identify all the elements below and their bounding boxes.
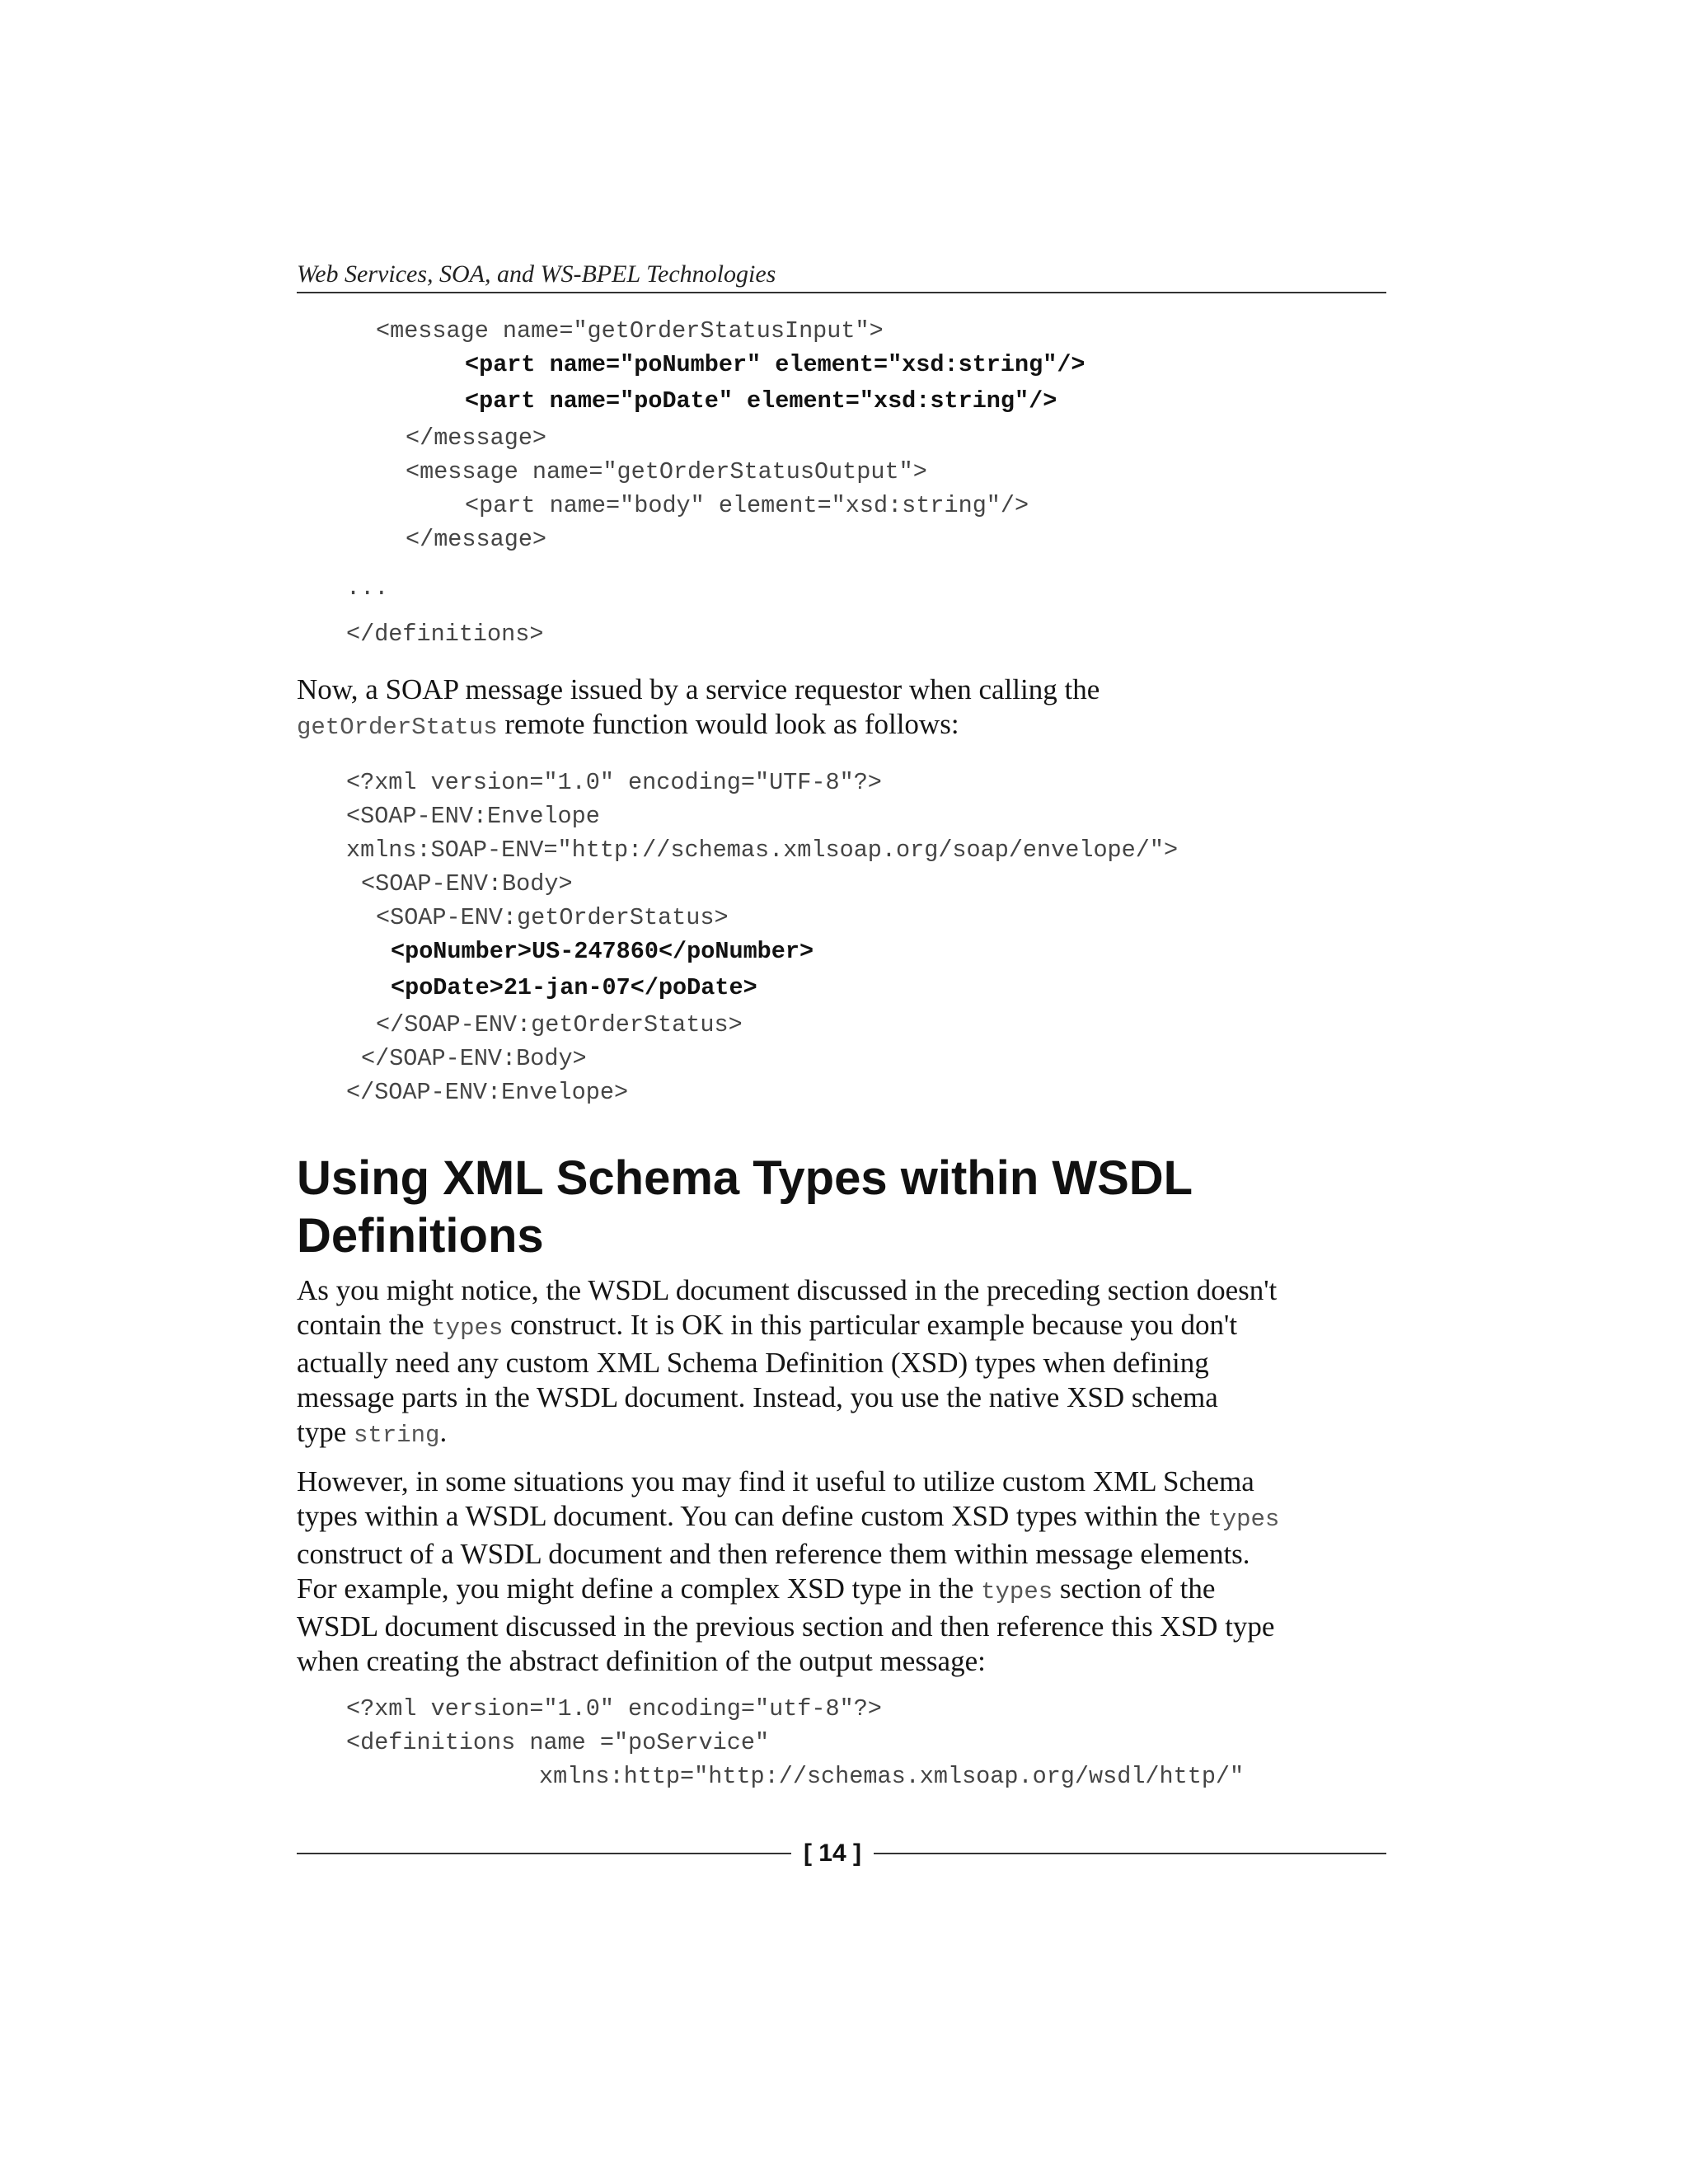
code-line: <definitions name ="poService" [346,1729,770,1756]
code-line-bold: <part name="poNumber" element="xsd:string"/> [465,351,1085,378]
code-line: <?xml version="1.0" encoding="utf-8"?> [346,1695,882,1722]
inline-code: types [981,1578,1053,1605]
paragraph-text: For example, you might define a complex XSD type in the [297,1572,982,1605]
code-line: </SOAP-ENV:Envelope> [346,1079,629,1106]
paragraph [297,1273,1393,1453]
inline-code: getOrderStatus [297,714,498,741]
inline-code: string [354,1422,440,1449]
paragraph-line [297,1415,1393,1453]
paragraph-line: WSDL document discussed in the previous section and then reference this XSD type [297,1610,1275,1643]
code-line: </SOAP-ENV:Body> [361,1045,587,1072]
paragraph-text: types within a WSDL document. You can define custom XSD types within the [297,1500,1208,1532]
code-line: </message> [406,424,547,452]
page-number: [ 14 ] [803,1840,862,1867]
header-rule [297,292,1386,293]
paragraph-text: contain the [297,1309,432,1341]
footer-rule-left [297,1853,791,1854]
code-line: <part name="body" element="xsd:string"/> [465,492,1029,519]
code-line-bold: <part name="poDate" element="xsd:string"/> [465,387,1057,415]
section-heading-line: Definitions [297,1209,544,1263]
code-line: xmlns:SOAP-ENV="http://schemas.xmlsoap.org/soap/envelope/"> [346,837,1179,864]
paragraph-line: when creating the abstract definition of the output message: [297,1645,986,1677]
running-header: Web Services, SOA, and WS-BPEL Technologies [297,260,776,288]
code-line-bold: <poDate>21-jan-07</poDate> [391,974,757,1001]
paragraph-line: construct of a WSDL document and then reference them within message elements. [297,1538,1250,1570]
paragraph-line [297,1308,1393,1346]
inline-code: types [431,1315,504,1342]
paragraph-line: actually need any custom XML Schema Definition (XSD) types when defining [297,1347,1209,1379]
section-heading-line: Using XML Schema Types within WSDL [297,1151,1193,1205]
code-line: <message name="getOrderStatusOutput"> [406,458,927,485]
paragraph-text: remote function would look as follows: [497,708,959,740]
paragraph-text: . [439,1416,448,1448]
code-line: <?xml version="1.0" encoding="UTF-8"?> [346,769,882,796]
code-line: ... [346,574,389,602]
code-line: </SOAP-ENV:getOrderStatus> [376,1011,743,1038]
footer-rule-right [874,1853,1386,1854]
paragraph [297,673,1393,745]
code-line: <SOAP-ENV:getOrderStatus> [376,904,729,931]
paragraph-line: message parts in the WSDL document. Instead, you use the native XSD schema [297,1381,1218,1413]
section-heading [297,1150,1393,1265]
code-line-bold: <poNumber>US-247860</poNumber> [391,938,814,965]
paragraph-line [297,1572,1393,1610]
paragraph-line: Now, a SOAP message issued by a service requestor when calling the [297,673,1100,705]
code-line: <message name="getOrderStatusInput"> [376,317,884,344]
inline-code: types [1207,1506,1280,1533]
paragraph-text: construct. It is OK in this particular example because you don't [503,1309,1238,1341]
paragraph-line: As you might notice, the WSDL document discussed in the preceding section doesn't [297,1274,1278,1306]
paragraph-text: section of the [1053,1572,1216,1605]
code-line: </message> [406,526,547,553]
code-line: <SOAP-ENV:Envelope [346,803,600,830]
code-line: xmlns:http="http://schemas.xmlsoap.org/wsdl/http/" [539,1763,1245,1790]
code-line: <SOAP-ENV:Body> [361,870,573,898]
paragraph-line [297,707,1393,745]
paragraph [297,1465,1393,1679]
paragraph-line [297,1499,1393,1537]
paragraph-text: type [297,1416,354,1448]
paragraph-line: However, in some situations you may find it useful to utilize custom XML Schema [297,1465,1254,1497]
code-line: </definitions> [346,621,544,648]
